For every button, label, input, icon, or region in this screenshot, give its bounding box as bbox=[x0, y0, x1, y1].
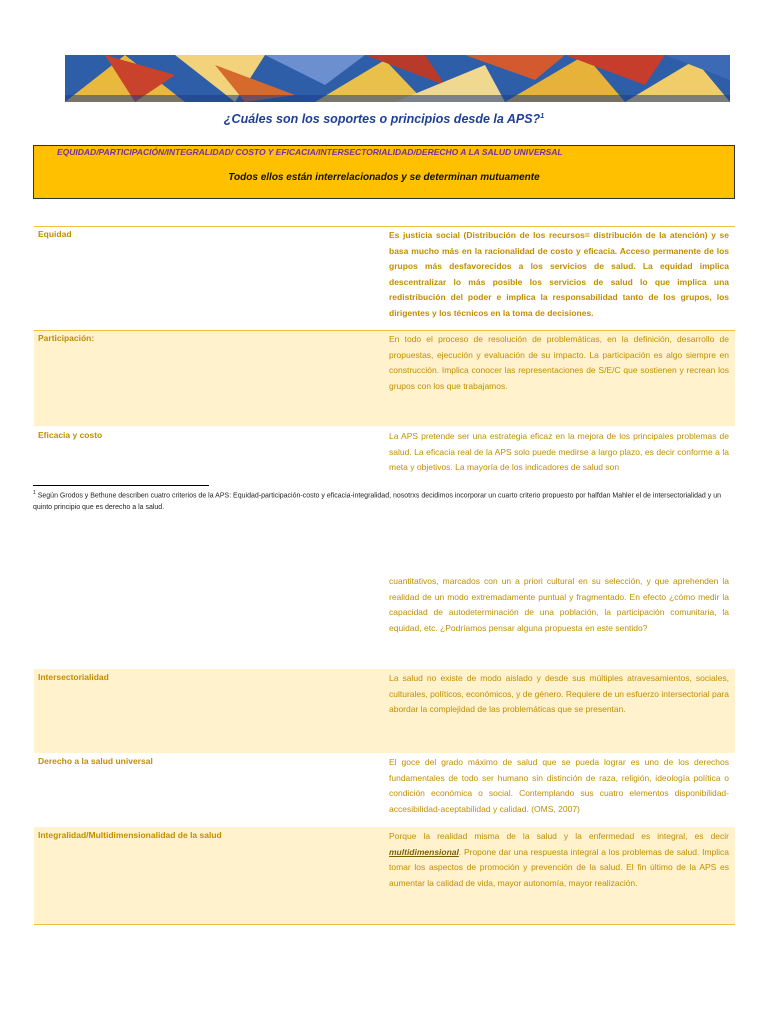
row-divider bbox=[34, 330, 735, 331]
row-text: En todo el proceso de resolución de problemáticas, en la definición, desarrollo de propuestas, ejecución y evaluación de su impacto. La participación es algo siempre en construcción. Implica conocer las representaciones de S/E/C que sostienen y recrean los grupos con los que trabajamos. bbox=[389, 334, 729, 391]
row-text bbox=[389, 829, 729, 891]
row-text-part: . Propone dar una respuesta integral a los problemas de salud. Implica tomar los aspectos de promoción y prevención de la salud. El fin último de la APS es aumentar la calidad de vida, mayor autonomía, mayor realización. bbox=[389, 846, 729, 888]
decorative-banner bbox=[65, 55, 730, 102]
footnote bbox=[33, 488, 733, 513]
row-text: Es justicia social (Distribución de los recursos= distribución de la atención) y se basa mucho más en la racionalidad de costo y eficacia. Acceso permanente de los grupos más desfavorecidos a los servicios de salud. La equidad implica descentralizar lo más posible los servicios de salud lo que implica una redistribución del poder e implica la responsabilidad tanto de los grupos, los dirigentes y los técnicos en la toma de decisiones. bbox=[389, 230, 729, 318]
row-label: Participación: bbox=[38, 333, 95, 343]
table-row-eficacia-continued bbox=[34, 572, 735, 668]
table-row-intersectorialidad bbox=[34, 669, 735, 753]
principles-subtitle: Todos ellos están interrelacionados y se determinan mutuamente bbox=[228, 172, 540, 183]
table-row-participacion bbox=[34, 330, 735, 426]
row-text: La salud no existe de modo aislado y desde sus múltiples atravesamientos, sociales, culturales, políticos, económicos, y de género. Requiere de un esfuerzo intersectorial para abordar la complejidad de las problemáticas que se presentan. bbox=[389, 673, 729, 714]
table-bottom-border bbox=[34, 924, 735, 925]
footnote-mark: 1 bbox=[33, 490, 36, 496]
row-label: Equidad bbox=[38, 229, 72, 239]
row-label: Intersectorialidad bbox=[38, 672, 109, 682]
table-row-derecho bbox=[34, 753, 735, 827]
row-text: cuantitativos, marcados con un a priori cultural en su selección, y que aprehenden la realidad de un modo extremadamente puntual y fragmentado. En efecto ¿cómo medir la capacidad de autodeterminación de una población, la participación comunitaria, la equidad, etc. ¿Podríamos pensar alguna propuesta en este sentido? bbox=[389, 576, 729, 633]
table-row-integralidad bbox=[34, 827, 735, 924]
row-label: Eficacia y costo bbox=[38, 430, 103, 440]
row-label: Derecho a la salud universal bbox=[38, 756, 153, 766]
principles-heading: EQUIDAD/PARTICIPACIÓN/INTEGRALIDAD/ COSTO Y EFICACIA/INTERSECTORIALIDAD/DERECHO A LA SALUD UNIVERSAL bbox=[57, 147, 563, 157]
footnote-text: Según Grodos y Bethune describen cuatro criterios de la APS: Equidad-participación-costo y eficacia-integralidad, nosotrxs decidimos incorporar un cuarto criterio propuesto por halfdan Mahler el de intersectorialidad y un quinto principio que es derecho a la salud. bbox=[33, 492, 721, 511]
row-label: Integralidad/Multidimensionalidad de la salud bbox=[38, 830, 222, 840]
row-text: El goce del grado máximo de salud que se pueda lograr es uno de los derechos fundamentales de todo ser humano sin distinción de raza, religión, ideología política o condición económica o social. Contemplando sus cuatro elementos disponibilidad-accesibilidad-aceptabilidad y calidad. (OMS, 2007) bbox=[389, 757, 729, 814]
table-row-equidad bbox=[34, 226, 735, 330]
principles-summary-box bbox=[33, 145, 735, 199]
page-title-text: ¿Cuáles son los soportes o principios desde la APS? bbox=[223, 112, 541, 126]
banner-artwork bbox=[65, 55, 730, 102]
table-row-eficacia bbox=[34, 427, 735, 477]
row-divider bbox=[34, 226, 735, 227]
row-text: La APS pretende ser una estrategia eficaz en la mejora de los principales problemas de salud. La eficacia real de la APS solo puede medirse a largo plazo, es decir conforme a la meta y objetivos. La mayoría de los indicadores de salud son bbox=[389, 431, 729, 472]
row-text-part: Porque la realidad misma de la salud y la enfermedad es integral, es decir bbox=[389, 831, 729, 841]
emphasized-term: multidimensional bbox=[389, 846, 459, 857]
page-title bbox=[0, 112, 768, 126]
footnote-separator bbox=[33, 485, 209, 486]
footnote-reference[interactable]: 1 bbox=[540, 112, 545, 120]
